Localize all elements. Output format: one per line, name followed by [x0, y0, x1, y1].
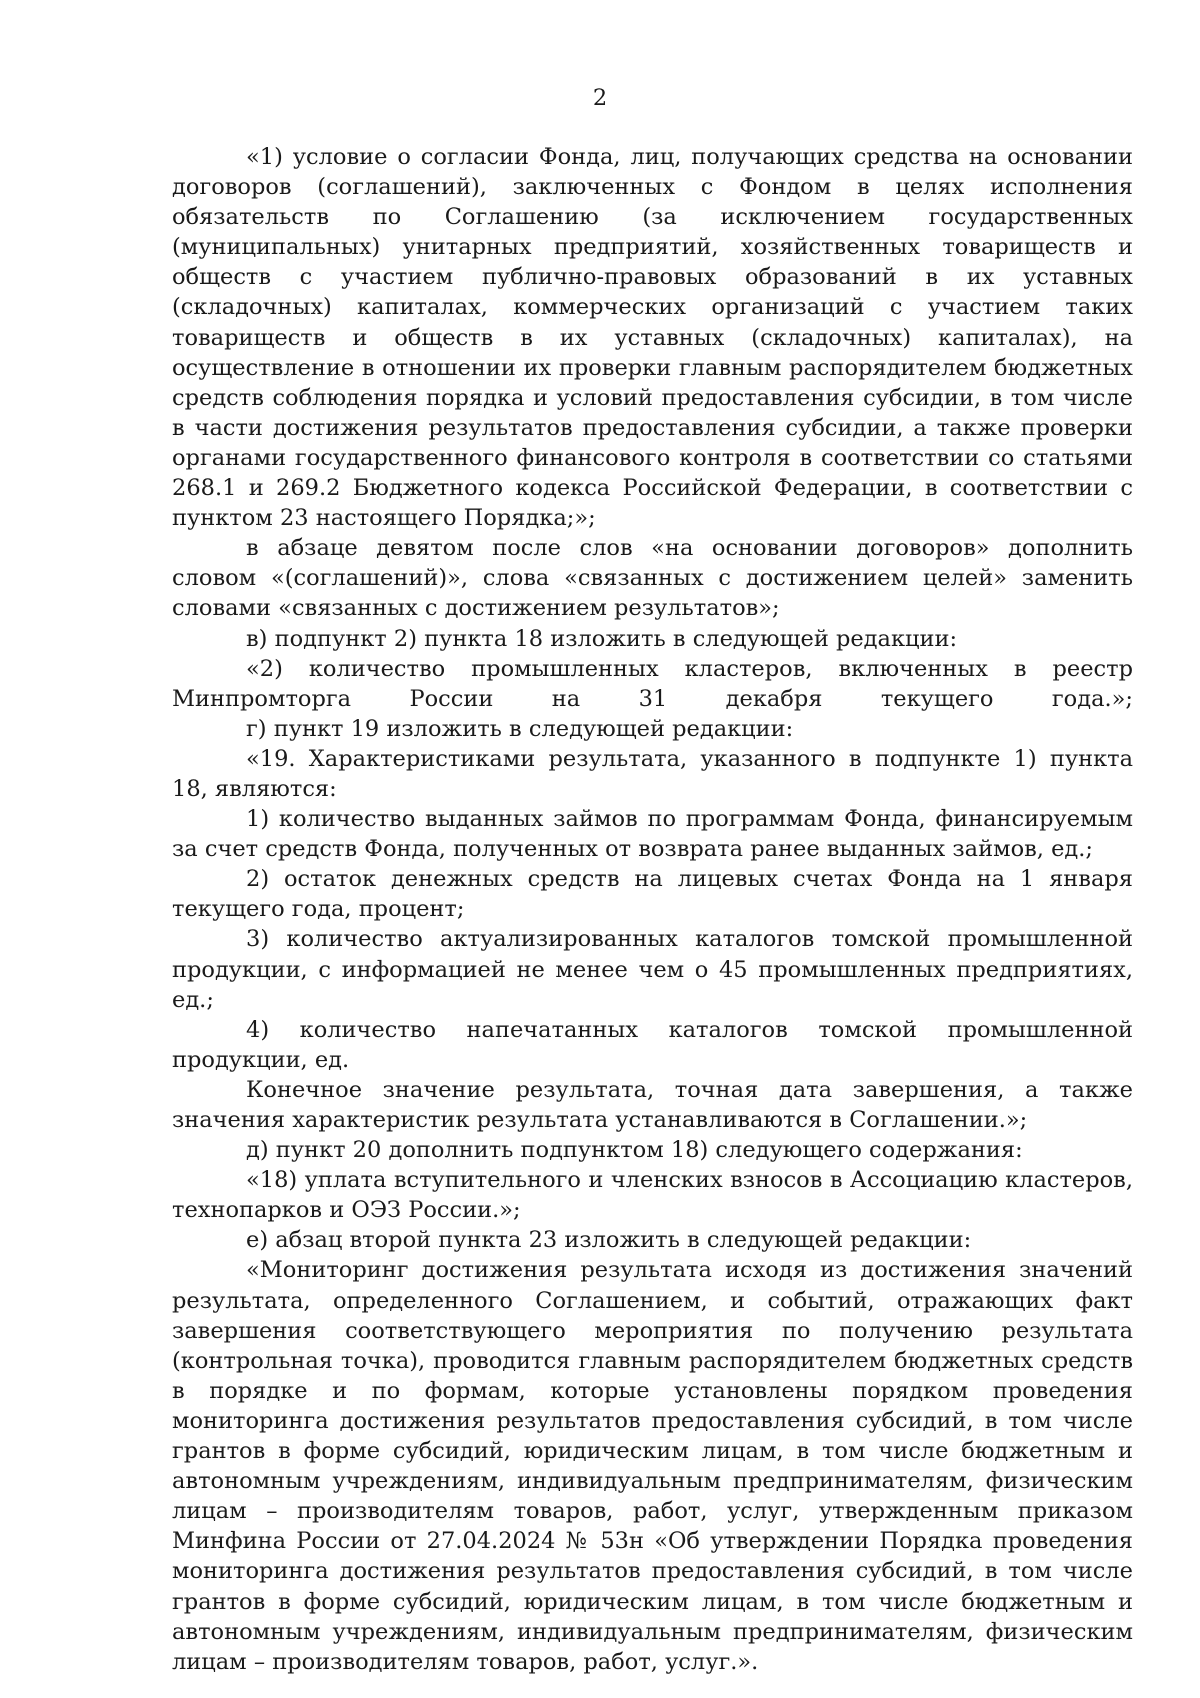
paragraph-membership-fees: «18) уплата вступительного и членских взносов в Ассоциацию кластеров, технопарков и ОЭЗ России.»; — [172, 1167, 1133, 1224]
paragraph-monitoring: «Мониторинг достижения результата исходя из достижения значений результата, определенного Соглашением, и событий, отражающих факт завершения соответствующего мероприятия по получению результата (контрольная точка), проводится главным распорядителем бюджетных средств в порядке и по формам, которые установлены порядком проведения мониторинга достижения результатов предоставления субсидий, в том числе грантов в форме субсидий, юридическим лицам, в том числе бюджетным и автономным учреждениям, индивидуальным предпринимателям, физическим лицам – производителям товаров, работ, услуг, утвержденным приказом Минфина России от 27.04.2024 № 53н «Об утверждении Порядка проведения мониторинга достижения результатов предоставления субсидий, в том числе грантов в форме субсидий, юридическим лицам, в том числе бюджетным и автономным учреждениям, индивидуальным предпринимателям, физическим лицам – производителям товаров, работ, услуг.». — [172, 1257, 1133, 1675]
paragraph-item-g: г) пункт 19 изложить в следующей редакции: — [246, 715, 794, 742]
paragraph-characteristic-1: 1) количество выданных займов по программам Фонда, финансируемым за счет средств Фонда, полученных от возврата ранее выданных займов, ед.; — [172, 806, 1133, 863]
paragraph-item-e: е) абзац второй пункта 23 изложить в следующей редакции: — [246, 1227, 972, 1254]
paragraph-item-d: д) пункт 20 дополнить подпунктом 18) следующего содержания: — [246, 1137, 1023, 1164]
paragraph-item-v: в) подпункт 2) пункта 18 изложить в следующей редакции: — [246, 625, 958, 652]
paragraph-clusters-count: «2) количество промышленных кластеров, включенных в реестр Минпромторга России на 31 декабря текущего года.»; — [172, 655, 1133, 712]
document-body — [172, 142, 1133, 1677]
paragraph-ninth-abzac: в абзаце девятом после слов «на основании договоров» дополнить словом «(соглашений)», слова «связанных с достижением целей» заменить словами «связанных с достижением результатов»; — [172, 535, 1133, 622]
paragraph-characteristic-3: 3) количество актуализированных каталогов томской промышленной продукции, с информацией не менее чем о 45 промышленных предприятиях, ед.; — [172, 926, 1133, 1013]
paragraph-characteristic-4: 4) количество напечатанных каталогов томской промышленной продукции, ед. — [172, 1016, 1133, 1073]
paragraph-point-19: «19. Характеристиками результата, указанного в подпункте 1) пункта 18, являются: — [172, 745, 1133, 802]
paragraph-final-value: Конечное значение результата, точная дата завершения, а также значения характеристик результата устанавливаются в Соглашении.»; — [172, 1076, 1133, 1133]
page-number: 2 — [592, 85, 608, 111]
paragraph-condition-consent: «1) условие о согласии Фонда, лиц, получающих средства на основании договоров (соглашений), заключенных с Фондом в целях исполнения обязательств по Соглашению (за исключением государственных (муниципальных) унитарных предприятий, хозяйственных товариществ и обществ с участием публично-правовых образований в их уставных (складочных) капиталах, коммерческих организаций с участием таких товариществ и обществ в их уставных (складочных) капиталах), на осуществление в отношении их проверки главным распорядителем бюджетных средств соблюдения порядка и условий предоставления субсидии, в том числе в части достижения результатов предоставления субсидии, а также проверки органами государственного финансового контроля в соответствии со статьями 268.1 и 269.2 Бюджетного кодекса Российской Федерации, в соответствии с пунктом 23 настоящего Порядка;»; — [172, 144, 1133, 532]
paragraph-characteristic-2: 2) остаток денежных средств на лицевых счетах Фонда на 1 января текущего года, процент; — [172, 866, 1133, 923]
